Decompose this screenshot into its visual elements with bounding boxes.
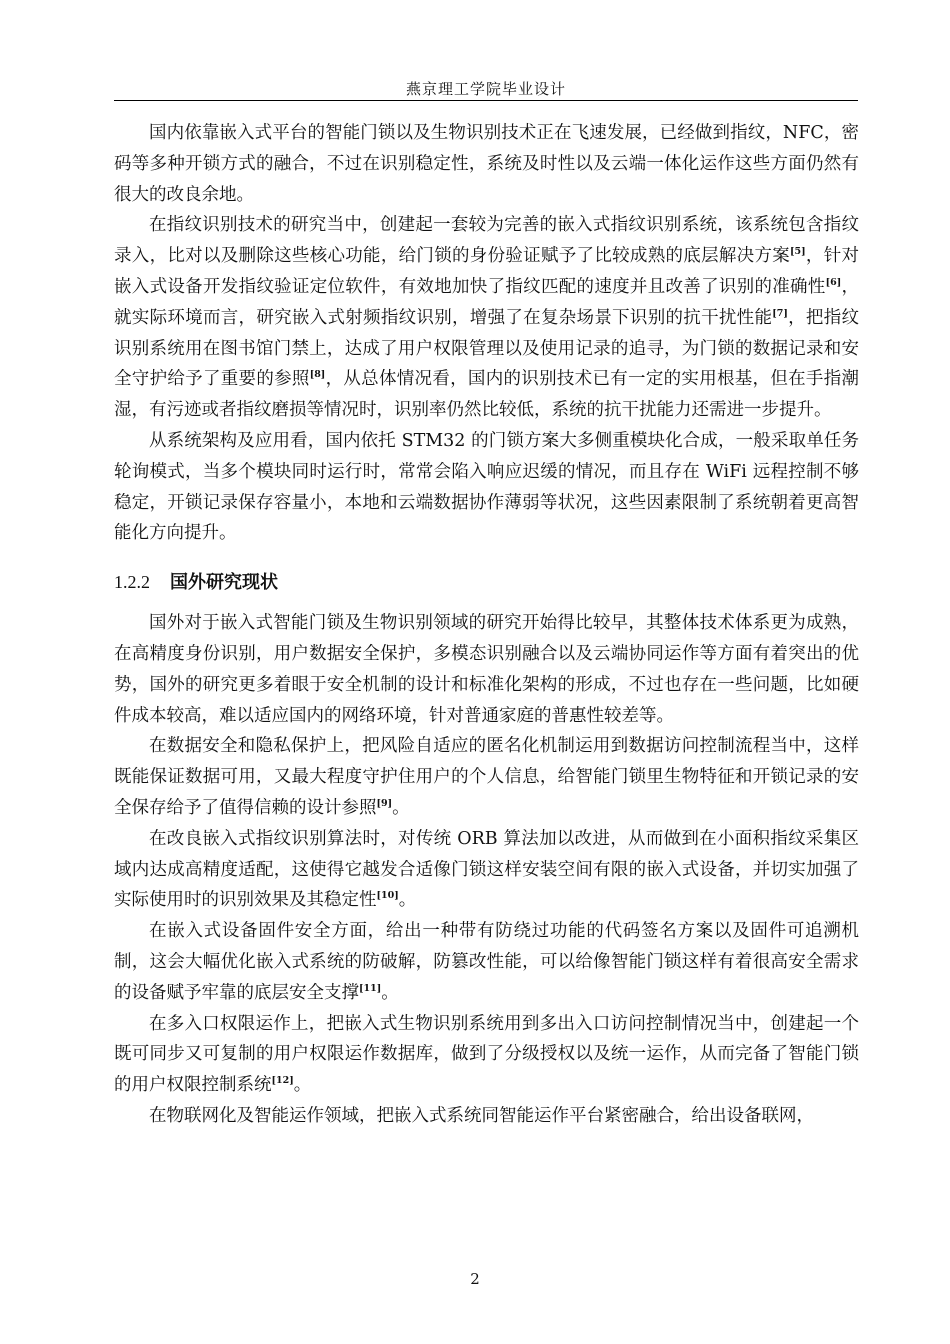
paragraph: [114, 210, 859, 426]
text-run: 在嵌入式设备固件安全方面，给出一种带有防绕过功能的代码签名方案以及固件可追溯机制，这会大幅优化嵌入式系统的防破解，防篡改性能，可以给像智能门锁这样有着很高安全需求的设备赋予牢靠的底层安全支撑: [114, 921, 859, 1003]
header-divider: [114, 100, 858, 101]
paragraph: [114, 731, 859, 823]
paragraph: [114, 824, 859, 916]
document-body: [114, 118, 859, 1132]
citation-ref: [9]: [376, 798, 393, 810]
section-title: 国外研究现状: [170, 572, 278, 594]
text-run: ，把指纹识别系统用在图书馆门禁上，达成了用户权限管理以及使用记录的追寻，为门锁的数据记录和安全守护给予了重要的参照: [114, 307, 860, 390]
page-header-title: 燕京理工学院毕业设计: [405, 80, 566, 98]
text-run: 。: [293, 1075, 312, 1096]
section-heading: [114, 567, 859, 598]
citation-ref: [7]: [772, 307, 788, 319]
paragraph: [114, 1009, 859, 1101]
text-run: 在指纹识别技术的研究当中，创建起一套较为完善的嵌入式指纹识别系统，该系统包含指纹录入，比对以及删除这些核心功能，给门锁的身份验证赋予了比较成熟的底层解决方案: [114, 215, 859, 267]
text-run: 。: [381, 982, 399, 1003]
text-run: ，从总体情况看，国内的识别技术已有一定的实用根基，但在手指潮湿，有污迹或者指纹磨损等情况时，识别率仍然比较低，系统的抗干扰能力还需进一步提升。: [114, 369, 860, 421]
text-run: 。: [398, 890, 417, 911]
paragraph: 国外对于嵌入式智能门锁及生物识别领域的研究开始得比较早，其整体技术体系更为成熟，在高精度身份识别，用户数据安全保护，多模态识别融合以及云端协同运作等方面有着突出的优势，国外的研究更多着眼于安全机制的设计和标准化架构的形成，不过也存在一些问题，比如硬件成本较高，难以适应国内的网络环境，针对普通家庭的普惠性较差等。: [114, 613, 859, 726]
citation-ref: [6]: [825, 277, 842, 289]
text-run: 在数据安全和隐私保护上，把风险自适应的匿名化机制运用到数据访问控制流程当中，这样既能保证数据可用，又最大程度守护住用户的个人信息，给智能门锁里生物特征和开锁记录的安全保存给予了值得信赖的设计参照: [114, 736, 859, 818]
text-run: 在改良嵌入式指纹识别算法时，对传统 ORB 算法加以改进，从而做到在小面积指纹采集区域内达成高精度适配，这使得它越发合适像门锁这样安装空间有限的嵌入式设备，并切实加强了实际使用时的识别效果及其稳定性: [114, 828, 859, 911]
text-run: 在多入口权限运作上，把嵌入式生物识别系统用到多出入口访问控制情况当中，创建起一个既可同步又可复制的用户权限运作数据库，做到了分级授权以及统一运作，从而完备了智能门锁的用户权限控制系统: [114, 1013, 859, 1096]
citation-ref: [5]: [790, 246, 806, 258]
text-run: ，针对嵌入式设备开发指纹验证定位软件，有效地加快了指纹匹配的速度并且改善了识别的准确性: [114, 246, 860, 297]
paragraph: 在物联网化及智能运作领域，把嵌入式系统同智能运作平台紧密融合，给出设备联网，: [149, 1105, 814, 1126]
citation-ref: [8]: [309, 369, 326, 381]
paragraph: 从系统架构及应用看，国内依托 STM32 的门锁方案大多侧重模块化合成，一般采取单任务轮询模式，当多个模块同时运行时，常常会陷入响应迟缓的情况，而且存在 WiFi 远程控制不够稳定，开锁记录保存容量小，本地和云端数据协作薄弱等状况，这些因素限制了系统朝着更高智能化方向提升。: [114, 430, 859, 544]
citation-ref: [10]: [376, 890, 399, 902]
paragraph: [114, 916, 859, 1008]
section-number: 1.2.2: [114, 572, 150, 593]
page-number: 2: [470, 1270, 480, 1288]
text-run: 。: [392, 797, 410, 818]
citation-ref: [11]: [359, 982, 382, 994]
paragraph: 国内依靠嵌入式平台的智能门锁以及生物识别技术正在飞速发展，已经做到指纹，NFC，密码等多种开锁方式的融合，不过在识别稳定性，系统及时性以及云端一体化运作这些方面仍然有很大的改良余地。: [114, 123, 859, 205]
citation-ref: [12]: [271, 1075, 294, 1087]
text-run: ，就实际环境而言，研究嵌入式射频指纹识别，增强了在复杂场景下识别的抗干扰性能: [114, 276, 860, 328]
